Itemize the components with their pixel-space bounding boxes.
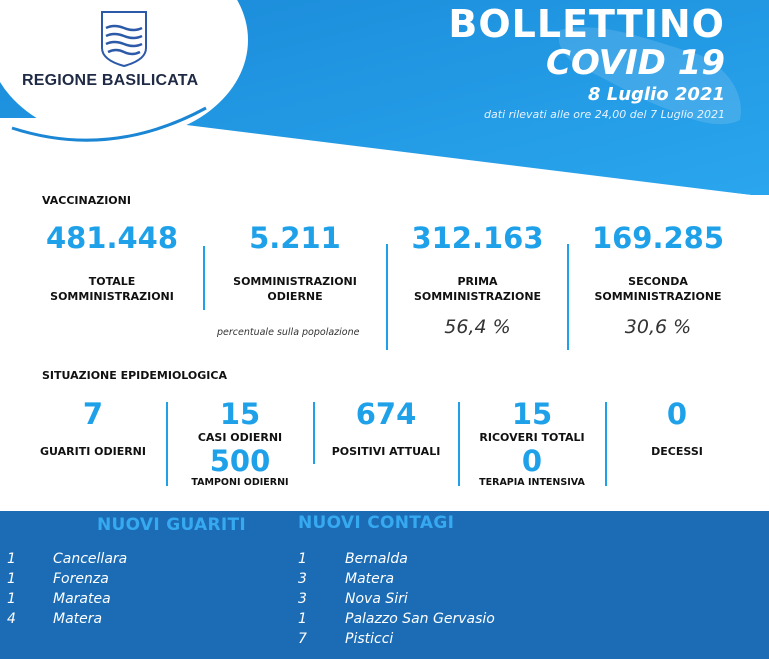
stat-guariti-odierni <box>20 398 166 459</box>
stat-label-line1: TOTALE <box>88 275 136 288</box>
title-line-2: COVID 19 <box>546 43 725 83</box>
list-item-name: Cancellara <box>53 551 128 567</box>
list-item <box>7 611 257 631</box>
header-banner <box>0 0 769 200</box>
footer-panel <box>0 511 769 659</box>
stat-label: POSITIVI ATTUALI <box>331 445 441 458</box>
stat-casi-odierni <box>168 398 312 489</box>
stat-label-line2: ODIERNE <box>267 290 323 303</box>
list-item-name: Pisticci <box>345 631 394 647</box>
stat-somministrazioni-odierne <box>206 222 384 304</box>
stat-value: 674 <box>355 397 417 431</box>
bulletin-date: 8 Luglio 2021 <box>587 84 725 105</box>
list-item-count: 4 <box>7 611 16 627</box>
list-item-name: Matera <box>53 611 103 627</box>
stat-prima-somministrazione <box>389 222 566 338</box>
percent-note: percentuale sulla popolazione <box>217 327 360 338</box>
region-name: REGIONE BASILICATA <box>22 72 199 89</box>
list-item-count: 1 <box>298 611 307 627</box>
coat-of-arms-icon <box>102 12 146 66</box>
bulletin-title <box>448 4 725 82</box>
stat-ricoveri-totali <box>460 398 604 489</box>
list-item-name: Palazzo San Gervasio <box>345 611 495 627</box>
bulletin-subdate: dati rilevati alle ore 24,00 del 7 Luglio 2021 <box>484 108 725 121</box>
stat-value: 15 <box>219 397 261 431</box>
stat-label: DECESSI <box>651 445 703 458</box>
stat-label-line2: SOMMINISTRAZIONE <box>413 290 542 303</box>
list-item <box>7 591 257 611</box>
list-item-name: Maratea <box>53 591 111 607</box>
list-item <box>7 571 257 591</box>
stat-seconda-somministrazione <box>570 222 746 338</box>
stat-value: 7 <box>82 397 104 431</box>
divider <box>203 246 205 310</box>
list-item <box>298 571 598 591</box>
section-vaccinazioni-label: VACCINAZIONI <box>42 194 131 207</box>
stat-label-line1: PRIMA <box>457 275 498 288</box>
stat-label: GUARITI ODIERNI <box>40 445 146 458</box>
stat-value-tamponi: 500 <box>209 444 271 478</box>
stat-value: 312.163 <box>411 221 544 255</box>
stat-value: 481.448 <box>45 221 179 255</box>
stat-positivi-attuali <box>315 398 457 459</box>
stat-label-line1: SECONDA <box>628 275 688 288</box>
nuovi-contagi-title: NUOVI CONTAGI <box>298 513 455 533</box>
stat-value: 15 <box>511 397 553 431</box>
stat-label: RICOVERI TOTALI <box>479 431 585 444</box>
list-item <box>298 551 598 571</box>
section-situazione-label: SITUAZIONE EPIDEMIOLOGICA <box>42 369 227 382</box>
stat-label: CASI ODIERNI <box>197 431 283 444</box>
divider <box>567 244 569 350</box>
nuovi-guariti-title: NUOVI GUARITI <box>97 515 247 535</box>
list-item <box>298 591 598 611</box>
stat-label-line2: SOMMINISTRAZIONE <box>594 290 722 303</box>
stat-label-line2: SOMMINISTRAZIONI <box>50 290 174 303</box>
stat-totale-somministrazioni <box>22 222 202 304</box>
list-item-count: 1 <box>7 551 16 567</box>
title-line-1: BOLLETTINO <box>448 2 725 46</box>
list-item <box>298 611 598 631</box>
divider <box>386 244 388 350</box>
list-item-count: 1 <box>7 571 16 587</box>
list-item <box>7 551 257 571</box>
stat-value: 0 <box>666 397 688 431</box>
list-item-count: 1 <box>7 591 16 607</box>
stat-label-terapia: TERAPIA INTENSIVA <box>479 477 585 488</box>
stat-percent: 30,6 % <box>624 316 692 338</box>
stat-decessi <box>607 398 747 459</box>
list-item <box>298 631 598 651</box>
stat-value: 169.285 <box>591 221 725 255</box>
list-item-count: 3 <box>298 571 307 587</box>
list-item-count: 7 <box>298 631 307 647</box>
list-item-name: Bernalda <box>345 551 408 567</box>
list-item-name: Matera <box>345 571 395 587</box>
stat-percent: 56,4 % <box>444 316 511 338</box>
list-item-name: Forenza <box>53 571 109 587</box>
list-item-count: 3 <box>298 591 307 607</box>
list-item-count: 1 <box>298 551 307 567</box>
list-item-name: Nova Siri <box>345 591 408 607</box>
stat-label-line1: SOMMINISTRAZIONI <box>233 275 357 288</box>
stat-value-terapia: 0 <box>521 444 543 478</box>
stat-label-tamponi: TAMPONI ODIERNI <box>191 477 289 488</box>
stat-value: 5.211 <box>249 221 341 255</box>
